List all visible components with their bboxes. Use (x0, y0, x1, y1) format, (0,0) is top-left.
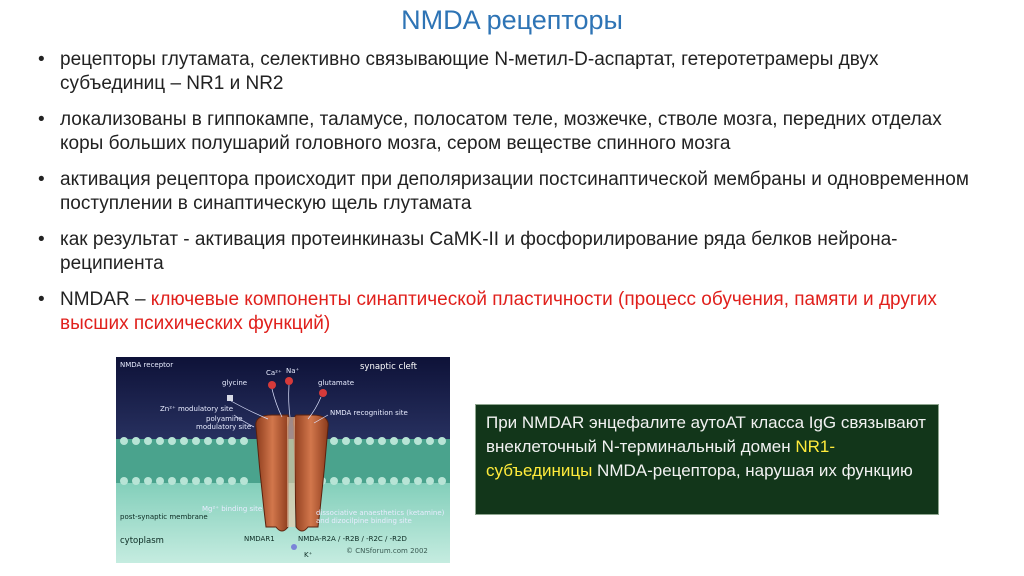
info-text-part2: NMDA-рецептора, нарушая их функцию (592, 461, 913, 480)
bullet-dot: • (38, 169, 45, 190)
label-na: Na⁺ (286, 367, 300, 375)
bullet-dot: • (38, 229, 45, 250)
info-text-part1: При NMDAR энцефалите аутоАТ класса IgG связывают внеклеточный N-терминальный домен (486, 413, 926, 456)
bullet-list (38, 48, 988, 348)
label-dizocilpine: and dizocilpine binding site (316, 517, 412, 525)
info-highlight: NR1-субъединицы (486, 437, 836, 480)
label-postsynaptic: post-synaptic membrane (120, 513, 208, 521)
bullet-text: рецепторы глутамата, селективно связывающие N-метил-D-аспартат, гетеротетрамеры двух субъединиц – NR1 и NR2 (60, 49, 879, 94)
bullet-item (38, 288, 988, 336)
bullet-text: как результат - активация протеинкиназы CaMK-II и фосфорилирование ряда белков нейрона-реципиента (60, 229, 898, 274)
label-copyright: © CNSforum.com 2002 (346, 547, 428, 555)
bullet-text: активация рецептора происходит при деполяризации постсинаптической мембраны и одновременном поступлении в синаптическую щель глутамата (60, 169, 969, 214)
label-cytoplasm: cytoplasm (120, 536, 164, 546)
label-nmda-receptor: NMDA receptor (120, 361, 174, 369)
label-zn-site: Zn²⁺ modulatory site (160, 405, 234, 413)
bullet-item (38, 168, 988, 216)
label-polyamine: polyamine (206, 415, 243, 423)
receptor-illustration (116, 357, 450, 563)
bullet-dot: • (38, 49, 45, 70)
bullet-item (38, 48, 988, 96)
bullet-highlight: ключевые компоненты синаптической пластичности (процесс обучения, памяти и других высших психических функций) (60, 289, 937, 334)
bullet-item (38, 108, 988, 156)
bullet-prefix: NMDAR – (60, 289, 151, 310)
bullet-text: локализованы в гиппокампе, таламусе, полосатом теле, мозжечке, стволе мозга, передних отделах коры больших полушарий головного мозга, сером веществе спинного мозга (60, 109, 942, 154)
label-k: K⁺ (304, 551, 313, 559)
bullet-dot: • (38, 109, 45, 130)
label-nmda-recognition: NMDA recognition site (330, 409, 408, 417)
slide-title: NMDA рецепторы (401, 5, 623, 35)
label-nmdar1: NMDAR1 (244, 535, 275, 543)
label-mg-site: Mg²⁺ binding site (202, 505, 263, 513)
label-synaptic-cleft: synaptic cleft (360, 362, 417, 372)
label-glutamate: glutamate (318, 379, 355, 387)
bullet-dot: • (38, 289, 45, 310)
label-ca: Ca²⁺ (266, 369, 282, 377)
nmda-receptor-diagram (116, 357, 450, 563)
label-glycine: glycine (222, 379, 248, 387)
info-box (475, 404, 939, 515)
label-nmdar2: NMDA-R2A / -R2B / -R2C / -R2D (298, 535, 407, 543)
bullet-item (38, 228, 988, 276)
label-polyamine-site: modulatory site (196, 423, 252, 431)
label-dissociative: dissociative anaesthetics (ketamine) (316, 509, 445, 517)
